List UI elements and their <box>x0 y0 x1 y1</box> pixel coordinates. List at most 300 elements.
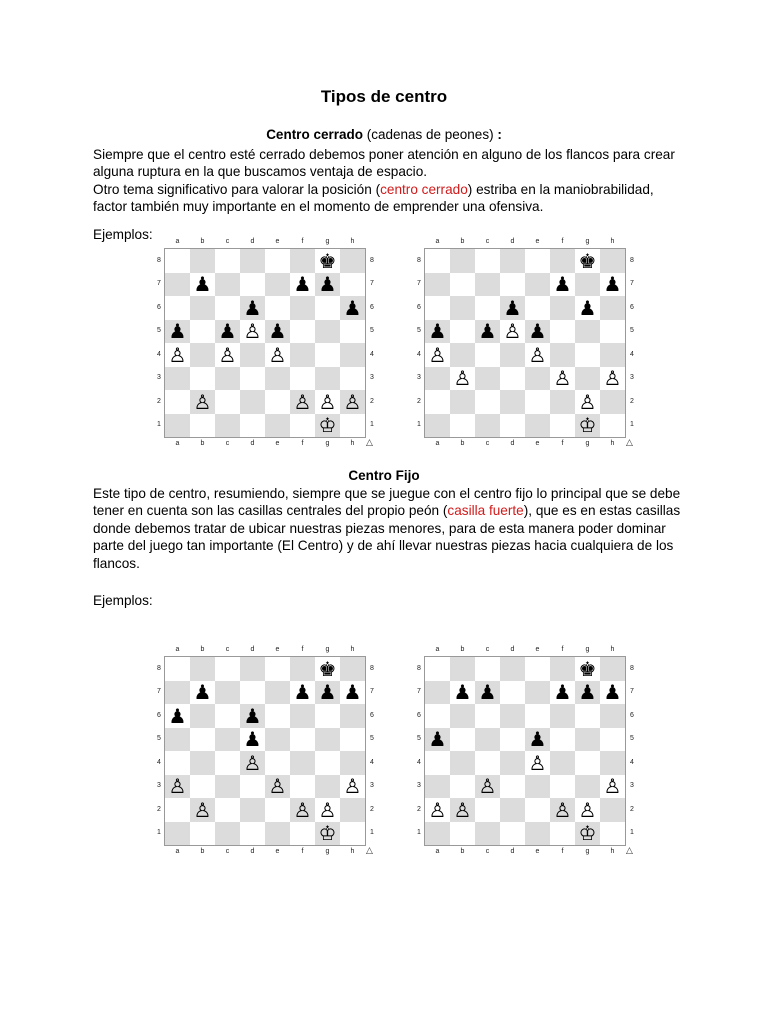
square-b4 <box>450 751 475 775</box>
square-b6 <box>450 296 475 320</box>
square-a4 <box>425 343 450 367</box>
square-d4 <box>500 343 525 367</box>
square-d5 <box>240 320 265 344</box>
square-d5 <box>240 728 265 752</box>
rank-label-4: 4 <box>417 350 421 358</box>
rank-label-3: 3 <box>630 782 634 790</box>
rank-label-2: 2 <box>157 397 161 405</box>
square-b8 <box>450 657 475 681</box>
file-label-d: d <box>250 646 255 653</box>
rank-label-6: 6 <box>370 711 374 719</box>
square-h3 <box>340 367 365 391</box>
heading-bold: Centro cerrado <box>266 127 363 142</box>
square-f7 <box>290 273 315 297</box>
black-pawn-icon: ♟ <box>603 680 622 705</box>
rank-label-4: 4 <box>630 350 634 358</box>
white-king-icon: ♔ <box>578 821 597 846</box>
paragraph-3 <box>93 485 683 572</box>
square-f7 <box>550 273 575 297</box>
black-pawn-icon: ♟ <box>453 680 472 705</box>
square-b7 <box>190 681 215 705</box>
white-pawn-icon: ♙ <box>343 389 362 414</box>
rank-label-4: 4 <box>370 758 374 766</box>
rank-label-5: 5 <box>370 327 374 335</box>
square-d8 <box>240 249 265 273</box>
square-f8 <box>290 657 315 681</box>
square-g1 <box>315 822 340 846</box>
square-d4 <box>240 751 265 775</box>
white-king-icon: ♔ <box>578 413 597 438</box>
square-c1 <box>215 822 240 846</box>
square-e4 <box>525 343 550 367</box>
square-e5 <box>525 728 550 752</box>
square-g5 <box>315 320 340 344</box>
rank-label-2: 2 <box>417 397 421 405</box>
square-b5 <box>190 728 215 752</box>
square-e8 <box>265 657 290 681</box>
square-f2 <box>550 798 575 822</box>
file-label-h: h <box>610 848 615 855</box>
square-h7 <box>600 273 625 297</box>
rank-label-5: 5 <box>157 327 161 335</box>
square-g7 <box>575 273 600 297</box>
file-label-a: a <box>175 238 180 245</box>
white-pawn-icon: ♙ <box>428 797 447 822</box>
black-pawn-icon: ♟ <box>268 319 287 344</box>
square-e4 <box>525 751 550 775</box>
rank-label-1: 1 <box>370 829 374 837</box>
square-b6 <box>190 704 215 728</box>
square-e8 <box>525 249 550 273</box>
square-d6 <box>500 296 525 320</box>
square-e8 <box>525 657 550 681</box>
white-king-icon: ♔ <box>318 413 337 438</box>
square-h5 <box>340 320 365 344</box>
rank-label-1: 1 <box>157 421 161 429</box>
square-f2 <box>290 798 315 822</box>
square-c6 <box>475 296 500 320</box>
rank-label-7: 7 <box>417 280 421 288</box>
black-king-icon: ♚ <box>318 656 337 681</box>
rank-label-2: 2 <box>157 805 161 813</box>
square-a5 <box>425 728 450 752</box>
square-d6 <box>240 296 265 320</box>
square-f8 <box>290 249 315 273</box>
square-b1 <box>450 414 475 438</box>
square-f7 <box>550 681 575 705</box>
square-a4 <box>425 751 450 775</box>
square-f2 <box>290 390 315 414</box>
square-a8 <box>165 249 190 273</box>
square-f1 <box>550 822 575 846</box>
black-pawn-icon: ♟ <box>193 680 212 705</box>
square-h2 <box>600 798 625 822</box>
square-a2 <box>165 798 190 822</box>
square-d4 <box>240 343 265 367</box>
paragraph-centro-cerrado <box>93 146 683 216</box>
white-pawn-icon: ♙ <box>528 342 547 367</box>
turn-marker-icon: △ <box>626 846 633 856</box>
white-pawn-icon: ♙ <box>243 750 262 775</box>
file-label-e: e <box>275 848 280 855</box>
rank-label-5: 5 <box>630 327 634 335</box>
black-king-icon: ♚ <box>318 248 337 273</box>
square-g4 <box>315 343 340 367</box>
black-king-icon: ♚ <box>578 656 597 681</box>
square-g8 <box>575 657 600 681</box>
black-pawn-icon: ♟ <box>428 319 447 344</box>
section-heading-centro-cerrado <box>0 127 768 142</box>
file-label-h: h <box>610 440 615 447</box>
black-pawn-icon: ♟ <box>293 272 312 297</box>
square-e6 <box>525 296 550 320</box>
square-g2 <box>315 798 340 822</box>
square-a7 <box>425 273 450 297</box>
rank-label-7: 7 <box>157 688 161 696</box>
square-b5 <box>450 728 475 752</box>
square-d8 <box>500 657 525 681</box>
file-label-f: f <box>301 238 304 245</box>
rank-label-3: 3 <box>417 782 421 790</box>
square-h7 <box>340 273 365 297</box>
highlight-centro-cerrado: centro cerrado <box>380 181 468 197</box>
square-e5 <box>265 320 290 344</box>
square-g8 <box>315 657 340 681</box>
square-f3 <box>290 367 315 391</box>
white-pawn-icon: ♙ <box>293 389 312 414</box>
square-e7 <box>265 273 290 297</box>
square-e1 <box>525 414 550 438</box>
rank-label-1: 1 <box>630 421 634 429</box>
file-label-h: h <box>350 848 355 855</box>
square-g4 <box>315 751 340 775</box>
file-label-g: g <box>325 848 330 855</box>
square-c4 <box>475 343 500 367</box>
square-f5 <box>550 320 575 344</box>
file-label-h: h <box>350 238 355 245</box>
square-f4 <box>290 751 315 775</box>
rank-label-5: 5 <box>157 735 161 743</box>
square-c2 <box>475 390 500 414</box>
square-d3 <box>240 367 265 391</box>
file-label-b: b <box>460 440 465 447</box>
square-f1 <box>550 414 575 438</box>
square-b4 <box>190 343 215 367</box>
file-label-a: a <box>435 848 440 855</box>
square-g6 <box>315 704 340 728</box>
square-d6 <box>500 704 525 728</box>
square-d5 <box>500 320 525 344</box>
file-label-c: c <box>225 646 230 653</box>
board-grid <box>164 248 366 438</box>
square-a1 <box>425 822 450 846</box>
square-e4 <box>265 343 290 367</box>
file-label-a: a <box>435 238 440 245</box>
square-f1 <box>290 414 315 438</box>
square-a3 <box>165 367 190 391</box>
white-pawn-icon: ♙ <box>578 797 597 822</box>
rank-label-1: 1 <box>370 421 374 429</box>
file-label-a: a <box>435 440 440 447</box>
square-a1 <box>165 414 190 438</box>
square-f5 <box>290 728 315 752</box>
text: Otro tema significativo para valorar la posición ( <box>93 181 381 197</box>
black-pawn-icon: ♟ <box>343 295 362 320</box>
square-c3 <box>215 775 240 799</box>
rank-label-7: 7 <box>157 280 161 288</box>
file-label-g: g <box>585 238 590 245</box>
text: Este tipo de centro, resumiendo, siempre que se juegue con el centro fijo lo principal que se debe tener en cuenta son las casillas centrales del propio peón ( <box>93 486 681 519</box>
square-a7 <box>425 681 450 705</box>
black-pawn-icon: ♟ <box>528 319 547 344</box>
square-b6 <box>450 704 475 728</box>
file-label-a: a <box>435 646 440 653</box>
square-a5 <box>425 320 450 344</box>
rank-label-2: 2 <box>370 397 374 405</box>
square-f4 <box>550 343 575 367</box>
rank-label-8: 8 <box>417 664 421 672</box>
square-a2 <box>425 798 450 822</box>
file-label-f: f <box>301 646 304 653</box>
square-a3 <box>425 367 450 391</box>
black-pawn-icon: ♟ <box>168 319 187 344</box>
file-label-a: a <box>175 848 180 855</box>
square-c6 <box>215 296 240 320</box>
square-h1 <box>340 414 365 438</box>
file-label-g: g <box>325 646 330 653</box>
square-a8 <box>425 657 450 681</box>
rank-label-7: 7 <box>370 280 374 288</box>
white-pawn-icon: ♙ <box>193 797 212 822</box>
square-d4 <box>500 751 525 775</box>
black-pawn-icon: ♟ <box>428 727 447 752</box>
square-g7 <box>315 273 340 297</box>
square-c5 <box>215 320 240 344</box>
square-g5 <box>575 728 600 752</box>
white-pawn-icon: ♙ <box>453 366 472 391</box>
square-h1 <box>600 822 625 846</box>
square-e2 <box>525 798 550 822</box>
black-pawn-icon: ♟ <box>503 295 522 320</box>
square-g1 <box>575 822 600 846</box>
square-e7 <box>525 681 550 705</box>
square-g7 <box>315 681 340 705</box>
white-pawn-icon: ♙ <box>503 319 522 344</box>
black-pawn-icon: ♟ <box>243 295 262 320</box>
square-e7 <box>525 273 550 297</box>
square-e3 <box>265 775 290 799</box>
square-d3 <box>240 775 265 799</box>
white-pawn-icon: ♙ <box>193 389 212 414</box>
square-c7 <box>215 273 240 297</box>
square-h8 <box>600 249 625 273</box>
square-e5 <box>265 728 290 752</box>
square-a3 <box>425 775 450 799</box>
file-label-c: c <box>225 440 230 447</box>
file-label-d: d <box>510 238 515 245</box>
rank-label-8: 8 <box>157 256 161 264</box>
file-label-c: c <box>485 848 490 855</box>
square-d1 <box>500 822 525 846</box>
rank-label-6: 6 <box>630 303 634 311</box>
square-b7 <box>190 273 215 297</box>
square-a5 <box>165 728 190 752</box>
rank-label-3: 3 <box>370 782 374 790</box>
file-label-b: b <box>200 238 205 245</box>
square-d8 <box>240 657 265 681</box>
square-h5 <box>600 320 625 344</box>
rank-label-7: 7 <box>630 280 634 288</box>
square-f8 <box>550 657 575 681</box>
square-h1 <box>340 822 365 846</box>
square-h6 <box>600 704 625 728</box>
square-h2 <box>600 390 625 414</box>
turn-marker-icon: △ <box>366 846 373 856</box>
white-pawn-icon: ♙ <box>293 797 312 822</box>
file-label-f: f <box>561 238 564 245</box>
square-c5 <box>475 320 500 344</box>
white-pawn-icon: ♙ <box>478 774 497 799</box>
white-pawn-icon: ♙ <box>453 797 472 822</box>
square-c4 <box>475 751 500 775</box>
white-king-icon: ♔ <box>318 821 337 846</box>
black-pawn-icon: ♟ <box>578 680 597 705</box>
file-label-c: c <box>225 848 230 855</box>
text: ), que es en estas casillas donde debemos tratar de ubicar nuestras piezas menores, para de esta manera poder dominar parte del juego tan importante (El Centro) y de ahí llevar nuestras piezas hacia cualquiera de los flancos. <box>93 503 681 571</box>
square-g5 <box>315 728 340 752</box>
square-a4 <box>165 751 190 775</box>
paragraph-centro-fijo <box>93 485 683 572</box>
black-pawn-icon: ♟ <box>578 295 597 320</box>
square-b8 <box>450 249 475 273</box>
square-h6 <box>340 296 365 320</box>
square-b3 <box>190 367 215 391</box>
square-d2 <box>240 798 265 822</box>
square-g3 <box>315 367 340 391</box>
square-g8 <box>315 249 340 273</box>
file-label-c: c <box>485 238 490 245</box>
square-c8 <box>475 249 500 273</box>
square-c8 <box>215 249 240 273</box>
rank-label-6: 6 <box>157 711 161 719</box>
black-pawn-icon: ♟ <box>603 272 622 297</box>
square-h6 <box>600 296 625 320</box>
square-b5 <box>450 320 475 344</box>
square-c1 <box>215 414 240 438</box>
file-label-b: b <box>460 646 465 653</box>
board-grid <box>424 248 626 438</box>
square-f3 <box>550 367 575 391</box>
square-e1 <box>265 414 290 438</box>
white-pawn-icon: ♙ <box>603 774 622 799</box>
square-a8 <box>165 657 190 681</box>
square-f1 <box>290 822 315 846</box>
file-label-g: g <box>585 646 590 653</box>
rank-label-8: 8 <box>417 256 421 264</box>
square-d7 <box>240 273 265 297</box>
turn-marker-icon: △ <box>626 438 633 448</box>
square-e3 <box>525 367 550 391</box>
file-label-d: d <box>250 848 255 855</box>
square-h3 <box>600 367 625 391</box>
black-king-icon: ♚ <box>578 248 597 273</box>
file-label-g: g <box>585 440 590 447</box>
square-f4 <box>290 343 315 367</box>
square-h2 <box>340 390 365 414</box>
square-b1 <box>190 414 215 438</box>
file-label-e: e <box>275 238 280 245</box>
square-b7 <box>450 681 475 705</box>
section-heading-centro-fijo: Centro Fijo <box>348 468 420 483</box>
square-b3 <box>450 367 475 391</box>
square-c4 <box>215 343 240 367</box>
file-label-b: b <box>460 848 465 855</box>
file-label-d: d <box>250 238 255 245</box>
square-d7 <box>500 681 525 705</box>
rank-label-1: 1 <box>157 829 161 837</box>
white-pawn-icon: ♙ <box>243 319 262 344</box>
square-b4 <box>450 343 475 367</box>
square-c6 <box>475 704 500 728</box>
square-g2 <box>315 390 340 414</box>
file-label-d: d <box>250 440 255 447</box>
white-pawn-icon: ♙ <box>603 366 622 391</box>
black-pawn-icon: ♟ <box>528 727 547 752</box>
rank-label-5: 5 <box>417 735 421 743</box>
file-label-a: a <box>175 440 180 447</box>
square-f6 <box>550 704 575 728</box>
file-label-d: d <box>510 646 515 653</box>
square-e5 <box>525 320 550 344</box>
file-label-h: h <box>350 440 355 447</box>
square-e6 <box>265 296 290 320</box>
square-h4 <box>340 751 365 775</box>
black-pawn-icon: ♟ <box>343 680 362 705</box>
square-c3 <box>215 367 240 391</box>
square-d6 <box>240 704 265 728</box>
rank-label-3: 3 <box>630 374 634 382</box>
square-g6 <box>575 704 600 728</box>
black-pawn-icon: ♟ <box>243 703 262 728</box>
file-label-f: f <box>561 440 564 447</box>
square-d3 <box>500 775 525 799</box>
file-label-g: g <box>325 440 330 447</box>
black-pawn-icon: ♟ <box>218 319 237 344</box>
square-h4 <box>600 751 625 775</box>
square-g3 <box>575 775 600 799</box>
square-f5 <box>550 728 575 752</box>
square-a2 <box>165 390 190 414</box>
square-e3 <box>525 775 550 799</box>
rank-label-3: 3 <box>157 782 161 790</box>
file-label-e: e <box>535 238 540 245</box>
square-h8 <box>600 657 625 681</box>
black-pawn-icon: ♟ <box>478 680 497 705</box>
square-d2 <box>500 798 525 822</box>
square-h7 <box>600 681 625 705</box>
rank-label-8: 8 <box>157 664 161 672</box>
square-c4 <box>215 751 240 775</box>
white-pawn-icon: ♙ <box>168 342 187 367</box>
square-b6 <box>190 296 215 320</box>
white-pawn-icon: ♙ <box>268 774 287 799</box>
rank-label-4: 4 <box>157 350 161 358</box>
square-e1 <box>525 822 550 846</box>
rank-label-8: 8 <box>370 256 374 264</box>
square-b2 <box>450 798 475 822</box>
square-b1 <box>450 822 475 846</box>
square-a1 <box>165 822 190 846</box>
